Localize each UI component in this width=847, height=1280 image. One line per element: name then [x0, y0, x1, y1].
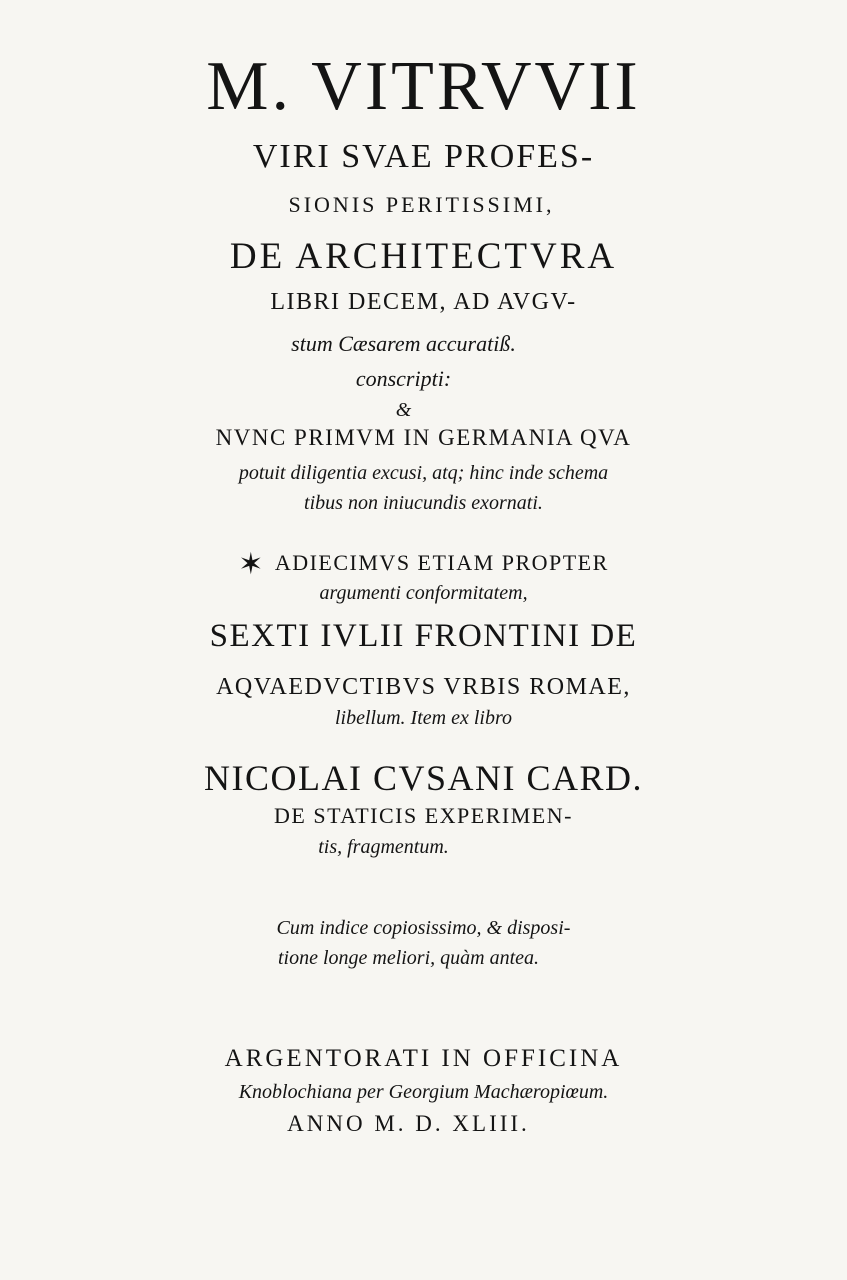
index-line-1: Cum indice copiosissimo, & disposi- — [276, 917, 571, 939]
ampersand-line: & — [395, 399, 412, 421]
cusanus-fragment: tis, fragmentum. — [318, 836, 449, 858]
work-title: DE ARCHITECTVRA — [229, 236, 618, 277]
addition-line-1 — [0, 550, 847, 580]
edition-line-1: NVNC PRIMVM IN GERMANIA QVA — [215, 425, 632, 450]
title-line-conscripti: conscripti: — [355, 366, 452, 391]
imprint-printer: Knoblochiana per Georgium Machæropiœum. — [238, 1081, 609, 1103]
author-name: M. VITRVVII — [206, 48, 641, 125]
frontinus-work: AQVAEDVCTIBVS VRBIS ROMAE, — [216, 674, 631, 700]
edition-line-2: potuit diligentia excusi, atq; hinc inde schema — [238, 462, 609, 484]
author-epithet-1: VIRI SVAE PROFES- — [252, 138, 595, 175]
index-line-2: tione longe meliori, quàm antea. — [277, 947, 540, 969]
addition-line-1-text: ADIECIMVS ETIAM PROPTER — [274, 550, 609, 575]
title-line-dedication: stum Cæsarem accuratiß. — [291, 331, 516, 356]
cusanus-name: NICOLAI CVSANI CARD. — [203, 758, 643, 798]
asterisk-ornament-icon: ✶ — [238, 548, 265, 581]
title-line-books: LIBRI DECEM, AD AVGV- — [270, 289, 577, 315]
imprint-place: ARGENTORATI IN OFFICINA — [224, 1045, 623, 1072]
imprint-year: ANNO M. D. XLIII. — [287, 1111, 530, 1136]
author-epithet-2: SIONIS PERITISSIMI, — [288, 192, 555, 217]
edition-line-3: tibus non iniucundis exornati. — [304, 492, 543, 514]
addition-line-2: argumenti conformitatem, — [319, 582, 528, 604]
frontinus-name: SEXTI IVLII FRONTINI DE — [209, 618, 638, 654]
cusanus-work: DE STATICIS EXPERIMEN- — [274, 803, 573, 828]
frontinus-libellum: libellum. Item ex libro — [335, 707, 512, 729]
